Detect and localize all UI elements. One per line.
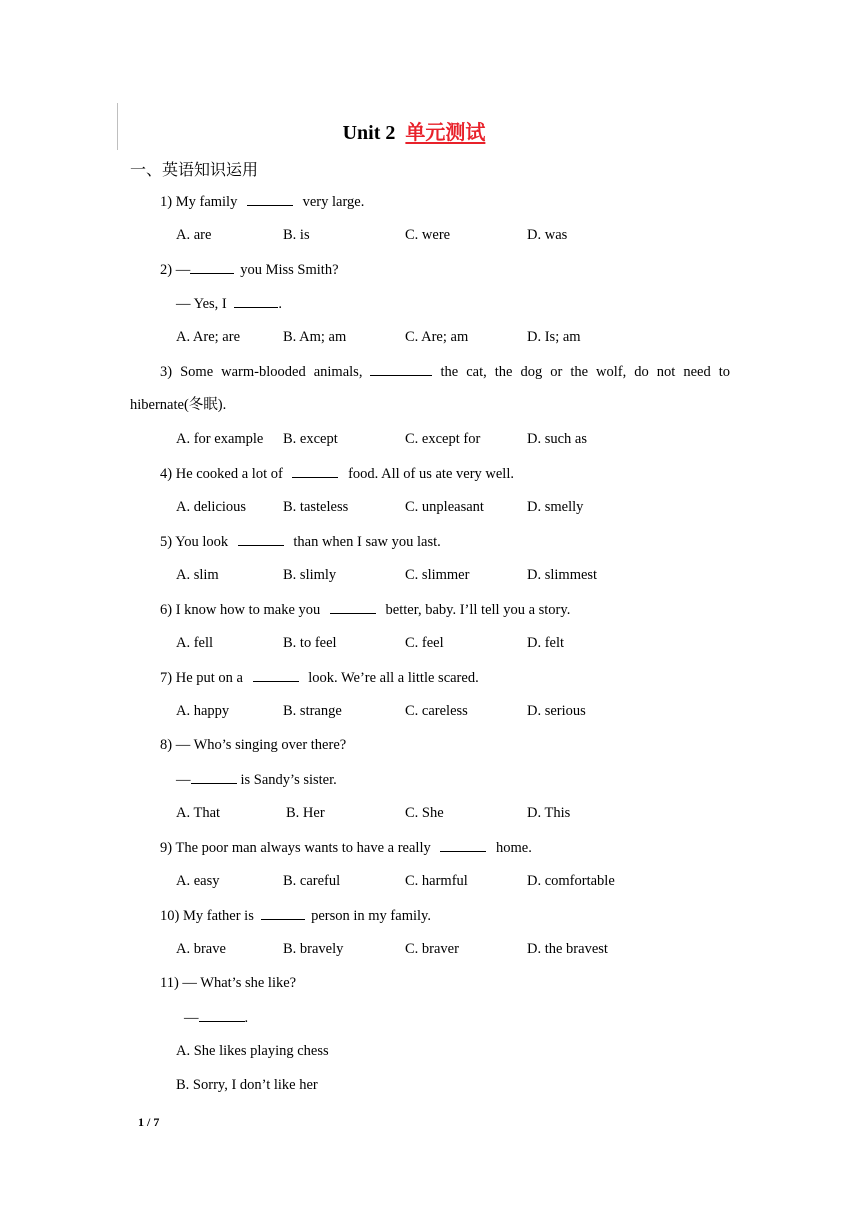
option-d: D. slimmest — [527, 567, 598, 583]
question-continuation: hibernate(冬眠). — [130, 397, 227, 413]
option-c: C. She — [405, 805, 444, 821]
question-stem: look. We’re all a little scared. — [308, 670, 479, 686]
question-2 — [160, 259, 339, 280]
title-subtitle-text: 单元测试 — [405, 122, 486, 144]
answer-blank — [292, 463, 338, 478]
option-d: D. the bravest — [527, 941, 608, 957]
question-7 — [160, 667, 479, 688]
reply-text: . — [278, 296, 283, 312]
answer-blank — [191, 769, 237, 784]
question-number: 8) — [160, 737, 173, 753]
option-b: B. slimly — [283, 567, 337, 583]
question-4 — [160, 463, 514, 484]
question-11 — [160, 973, 296, 993]
option-c: C. Are; am — [405, 329, 469, 345]
question-3 — [160, 361, 730, 382]
answer-blank — [261, 905, 305, 920]
option-d: D. This — [527, 805, 571, 821]
section-heading: 一、英语知识运用 — [130, 162, 259, 179]
reply-text: — Yes, I — [176, 296, 227, 312]
question-9 — [160, 837, 532, 858]
question-stem: better, baby. I’ll tell you a story. — [385, 602, 571, 618]
reply-text: — — [176, 772, 191, 788]
option-c: C. braver — [405, 941, 459, 957]
question-1 — [160, 191, 364, 212]
option-b: B. Sorry, I don’t like her — [176, 1077, 318, 1093]
question-number: 3) — [160, 364, 173, 380]
option-d: D. Is; am — [527, 329, 581, 345]
option-d: D. comfortable — [527, 873, 615, 889]
reply-text: . — [244, 1010, 249, 1026]
question-stem: My family — [175, 194, 238, 210]
option-b: B. is — [283, 227, 310, 243]
option-a: A. brave — [176, 941, 226, 957]
question-number: 1) — [160, 194, 173, 210]
option-c: C. feel — [405, 635, 444, 651]
question-11-reply — [184, 1007, 248, 1028]
option-c: C. unpleasant — [405, 499, 484, 515]
question-number: 9) — [160, 840, 173, 856]
question-stem: person in my family. — [311, 908, 431, 924]
question-number: 11) — [160, 975, 179, 991]
option-a: A. She likes playing chess — [176, 1043, 329, 1059]
option-a: A. slim — [176, 567, 219, 583]
option-b: B. careful — [283, 873, 341, 889]
answer-blank — [330, 599, 376, 614]
option-a: A. That — [176, 805, 221, 821]
option-d: D. was — [527, 227, 568, 243]
question-number: 6) — [160, 602, 173, 618]
title-unit: Unit 2 — [342, 122, 396, 144]
option-d: D. felt — [527, 635, 565, 651]
question-5 — [160, 531, 441, 552]
page-title — [0, 116, 860, 145]
question-stem: He put on a — [175, 670, 243, 686]
option-b: B. tasteless — [283, 499, 349, 515]
question-stem: than when I saw you last. — [293, 534, 441, 550]
question-2-reply — [176, 293, 282, 314]
question-stem: food. All of us ate very well. — [348, 466, 514, 482]
option-c: C. harmful — [405, 873, 468, 889]
option-c: C. slimmer — [405, 567, 470, 583]
question-stem: the cat, the dog or the wolf, do not need to — [440, 364, 730, 380]
question-6 — [160, 599, 570, 620]
question-stem: — What’s she like? — [182, 975, 297, 991]
question-stem: He cooked a lot of — [175, 466, 283, 482]
option-d: D. smelly — [527, 499, 584, 515]
answer-blank — [247, 191, 293, 206]
question-stem: — Who’s singing over there? — [175, 737, 347, 753]
question-stem: Some warm-blooded animals, — [180, 364, 363, 380]
question-stem: home. — [496, 840, 532, 856]
option-a: A. Are; are — [176, 329, 241, 345]
reply-text: — — [184, 1010, 199, 1026]
answer-blank — [190, 259, 234, 274]
page-number: 1 / 7 — [138, 1115, 160, 1129]
question-stem: very large. — [302, 194, 365, 210]
option-a: A. delicious — [176, 499, 247, 515]
option-d: D. serious — [527, 703, 586, 719]
option-a: A. for example — [176, 431, 264, 447]
answer-blank — [199, 1007, 245, 1022]
answer-blank — [440, 837, 486, 852]
option-a: A. easy — [176, 873, 220, 889]
option-d: D. such as — [527, 431, 588, 447]
question-10 — [160, 905, 431, 926]
question-number: 4) — [160, 466, 173, 482]
question-8 — [160, 735, 346, 755]
question-stem: The poor man always wants to have a really — [175, 840, 431, 856]
option-b: B. strange — [283, 703, 342, 719]
question-number: 5) — [160, 534, 173, 550]
question-number: 10) — [160, 908, 180, 924]
option-c: C. were — [405, 227, 451, 243]
title-subtitle — [405, 122, 517, 144]
question-stem: You look — [175, 534, 229, 550]
answer-blank — [234, 293, 278, 308]
option-b: B. to feel — [283, 635, 337, 651]
option-b: B. Her — [286, 805, 325, 821]
answer-blank — [253, 667, 299, 682]
answer-blank — [238, 531, 284, 546]
option-b: B. bravely — [283, 941, 344, 957]
option-a: A. fell — [176, 635, 214, 651]
option-a: A. happy — [176, 703, 230, 719]
question-number: 2) — [160, 262, 173, 278]
option-c: C. except for — [405, 431, 481, 447]
option-c: C. careless — [405, 703, 468, 719]
question-stem: My father is — [182, 908, 254, 924]
question-8-reply — [176, 769, 337, 790]
option-b: B. Am; am — [283, 329, 347, 345]
answer-blank — [370, 361, 432, 376]
question-stem: you Miss Smith? — [240, 262, 339, 278]
option-a: A. are — [176, 227, 212, 243]
reply-text: is Sandy’s sister. — [240, 772, 337, 788]
question-number: 7) — [160, 670, 173, 686]
question-stem: — — [175, 262, 191, 278]
option-b: B. except — [283, 431, 338, 447]
question-stem: I know how to make you — [175, 602, 321, 618]
